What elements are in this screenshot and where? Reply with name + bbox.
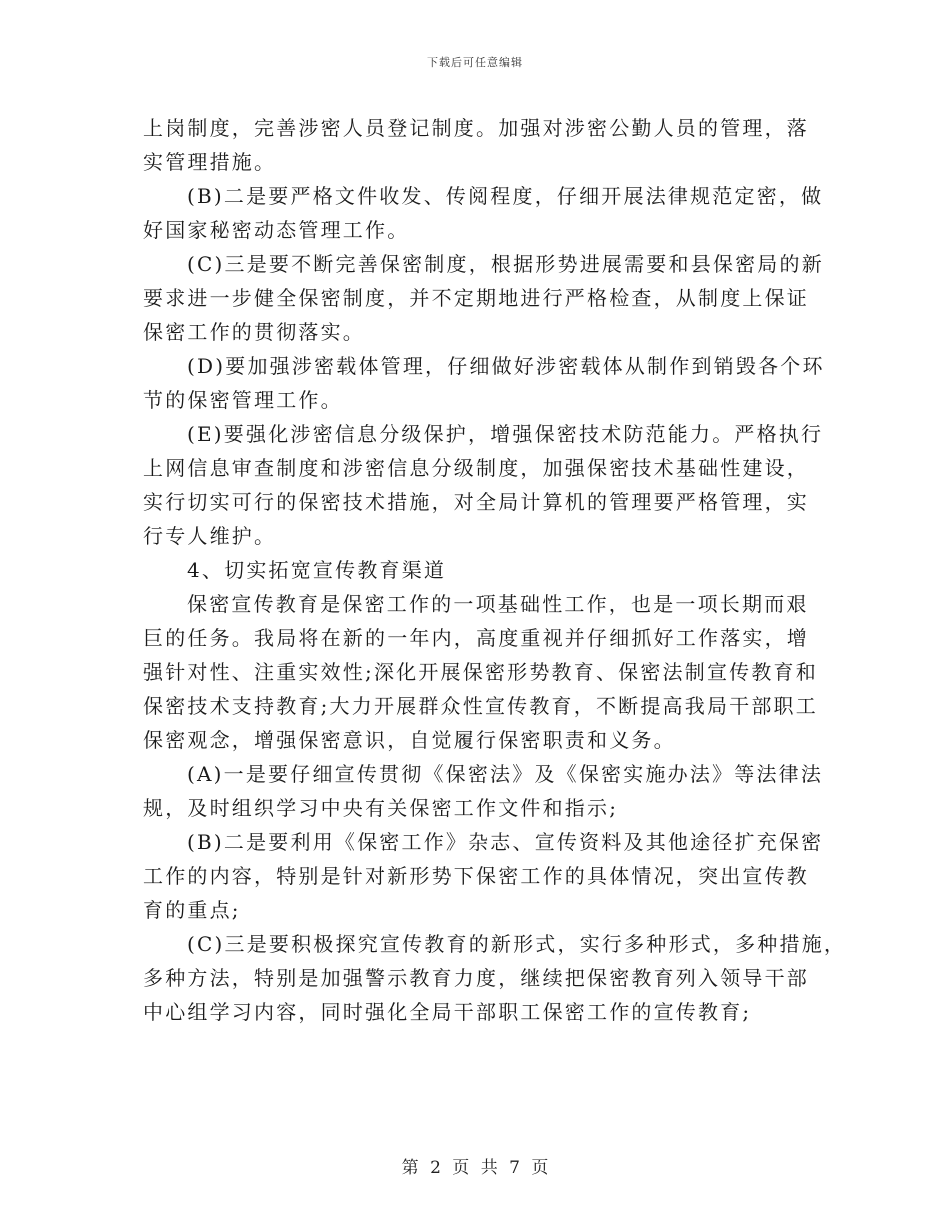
text-line: 多种方法，特别是加强警示教育力度，继续把保密教育列入领导干部	[143, 966, 809, 990]
section-heading: 4、切实拓宽宣传教育渠道	[187, 558, 447, 582]
paragraph-start: 保密宣传教育是保密工作的一项基础性工作，也是一项长期而艰	[187, 592, 809, 616]
text-line: 规，及时组织学习中央有关保密工作文件和指示;	[143, 796, 619, 820]
text-line: 强针对性、注重实效性;深化开展保密形势教育、保密法制宣传教育和	[143, 660, 818, 684]
paragraph-e-start: (E)要强化涉密信息分级保护，增强保密技术防范能力。严格执行	[187, 422, 824, 446]
page-footer: 第 2 页 共 7 页	[401, 1158, 549, 1178]
text-line: 实行切实可行的保密技术措施，对全局计算机的管理要严格管理，实	[143, 490, 809, 514]
text-line: 中心组学习内容，同时强化全局干部职工保密工作的宣传教育;	[143, 1000, 752, 1024]
paragraph-c-start: (C)三是要积极探究宣传教育的新形式，实行多种形式，多种措施，	[187, 932, 847, 956]
text-line: 上岗制度，完善涉密人员登记制度。加强对涉密公勤人员的管理，落	[143, 116, 809, 140]
paragraph-c-start: (C)三是要不断完善保密制度，根据形势进展需要和县保密局的新	[187, 252, 824, 276]
text-line: 保密技术支持教育;大力开展群众性宣传教育，不断提高我局干部职工	[143, 694, 818, 718]
text-line: 节的保密管理工作。	[143, 388, 343, 412]
text-line: 实管理措施。	[143, 150, 277, 174]
text-line: 育的重点;	[143, 898, 241, 922]
text-line: 要求进一步健全保密制度，并不定期地进行严格检查，从制度上保证	[143, 286, 809, 310]
paragraph-d-start: (D)要加强涉密载体管理，仔细做好涉密载体从制作到销毁各个环	[187, 354, 825, 378]
text-line: 工作的内容，特别是针对新形势下保密工作的具体情况，突出宣传教	[143, 864, 809, 888]
page-header: 下载后可任意编辑	[427, 56, 523, 69]
document-body	[143, 111, 847, 1029]
paragraph-b-start: (B)二是要严格文件收发、传阅程度，仔细开展法律规范定密，做	[187, 184, 824, 208]
text-line: 保密观念，增强保密意识，自觉履行保密职责和义务。	[143, 728, 676, 752]
text-line: 巨的任务。我局将在新的一年内，高度重视并仔细抓好工作落实，增	[143, 626, 809, 650]
paragraph-b-start: (B)二是要利用《保密工作》杂志、宣传资料及其他途径扩充保密	[187, 830, 824, 854]
text-line: 行专人维护。	[143, 524, 277, 548]
text-line: 保密工作的贯彻落实。	[143, 320, 365, 344]
text-line: 上网信息审查制度和涉密信息分级制度，加强保密技术基础性建设，	[143, 456, 809, 480]
text-line: 好国家秘密动态管理工作。	[143, 218, 410, 242]
paragraph-a-start: (A)一是要仔细宣传贯彻《保密法》及《保密实施办法》等法律法	[187, 762, 824, 786]
